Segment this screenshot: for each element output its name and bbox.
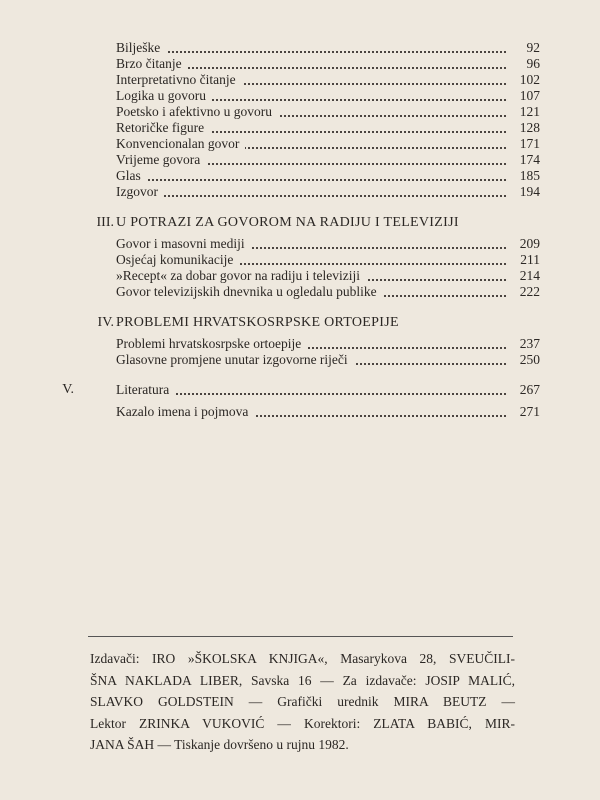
toc-entry [116, 136, 540, 152]
toc-entry [116, 404, 540, 420]
toc-entry [116, 336, 540, 352]
toc-entry-page: 107 [508, 88, 540, 104]
toc-entry-title: Retoričke figure [116, 120, 210, 135]
toc-entry-title: Osjećaj komunikacije [116, 252, 239, 267]
toc-group-5 [80, 404, 540, 420]
toc-entry-page: 250 [508, 352, 540, 368]
toc-entry-page: 267 [508, 382, 540, 398]
toc-entry-title: Govor i masovni mediji [116, 236, 251, 251]
toc-entry-title: Govor televizijskih dnevnika u ogledalu publike [116, 284, 383, 299]
table-of-contents [62, 40, 540, 420]
toc-section-3 [80, 214, 540, 232]
dot-leader [116, 393, 510, 395]
toc-entry-page: 271 [508, 404, 540, 420]
toc-entry-page: 102 [508, 72, 540, 88]
toc-group-continued [80, 40, 540, 200]
toc-entry-page: 211 [508, 252, 540, 268]
dot-leader [116, 51, 510, 53]
toc-entry-page: 222 [508, 284, 540, 300]
toc-entry-page: 185 [508, 168, 540, 184]
toc-entry [116, 352, 540, 368]
imprint [90, 648, 515, 756]
toc-entry [116, 236, 540, 252]
toc-group-4 [80, 336, 540, 368]
toc-entry-page: 92 [508, 40, 540, 56]
toc-entry [116, 104, 540, 120]
toc-entry-title: Interpretativno čitanje [116, 72, 242, 87]
toc-entry-page: 121 [508, 104, 540, 120]
toc-group-3 [80, 236, 540, 300]
imprint-line: Izdavači: IRO »ŠKOLSKA KNJIGA«, Masarykova 28, SVEUČILI- [90, 651, 515, 666]
imprint-line: SLAVKO GOLDSTEIN — Grafički urednik MIRA BEUTZ — [90, 694, 515, 709]
toc-entry [116, 168, 540, 184]
toc-entry-title: Literatura [116, 382, 175, 397]
toc-entry-page: 237 [508, 336, 540, 352]
toc-entry-title: Vrijeme govora [116, 152, 206, 167]
toc-entry-page: 174 [508, 152, 540, 168]
toc-entry-page: 171 [508, 136, 540, 152]
dot-leader [116, 179, 510, 181]
toc-entry-title: Bilješke [116, 40, 166, 55]
section-title: PROBLEMI HRVATSKOSRPSKE ORTOEPIJE [116, 315, 399, 330]
toc-entry-title: Glas [116, 168, 147, 183]
toc-entry-page: 96 [508, 56, 540, 72]
toc-entry [116, 120, 540, 136]
toc-entry-page: 128 [508, 120, 540, 136]
toc-entry-title: Brzo čitanje [116, 56, 188, 71]
toc-entry-title: Logika u govoru [116, 88, 212, 103]
toc-entry-title: Kazalo imena i pojmova [116, 404, 254, 419]
toc-entry [116, 72, 540, 88]
toc-entry-title: Glasovne promjene unutar izgovorne riječi [116, 352, 354, 367]
toc-entry-title: »Recept« za dobar govor na radiju i televiziji [116, 268, 366, 283]
toc-section-4 [80, 314, 540, 332]
toc-section-5 [62, 382, 540, 398]
toc-entry-title: Poetsko i afektivno u govoru [116, 104, 278, 119]
toc-entry [116, 56, 540, 72]
section-number: V. [62, 382, 74, 397]
toc-entry [116, 40, 540, 56]
imprint-line: ŠNA NAKLADA LIBER, Savska 16 — Za izdavače: JOSIP MALIĆ, [90, 672, 515, 688]
toc-entry-page: 194 [508, 184, 540, 200]
toc-entry [116, 184, 540, 200]
toc-entry-title: Konvencionalan govor [116, 136, 245, 151]
section-number: IV. [97, 315, 114, 330]
toc-entry-page: 214 [508, 268, 540, 284]
imprint-line: Lektor ZRINKA VUKOVIĆ — Korektori: ZLATA BABIĆ, MIR- [90, 715, 515, 731]
dot-leader [116, 195, 510, 197]
toc-entry [116, 152, 540, 168]
section-number: III. [96, 215, 114, 230]
toc-entry-title: Problemi hrvatskosrpske ortoepije [116, 336, 307, 351]
toc-entry-page: 209 [508, 236, 540, 252]
section-title: U POTRAZI ZA GOVOROM NA RADIJU I TELEVIZIJI [116, 215, 459, 230]
toc-entry [116, 88, 540, 104]
divider [88, 636, 513, 637]
toc-entry [116, 268, 540, 284]
toc-entry [116, 284, 540, 300]
toc-entry [116, 252, 540, 268]
toc-entry-title: Izgovor [116, 184, 164, 199]
imprint-line: JANA ŠAH — Tiskanje dovršeno u rujnu 1982. [90, 737, 349, 752]
